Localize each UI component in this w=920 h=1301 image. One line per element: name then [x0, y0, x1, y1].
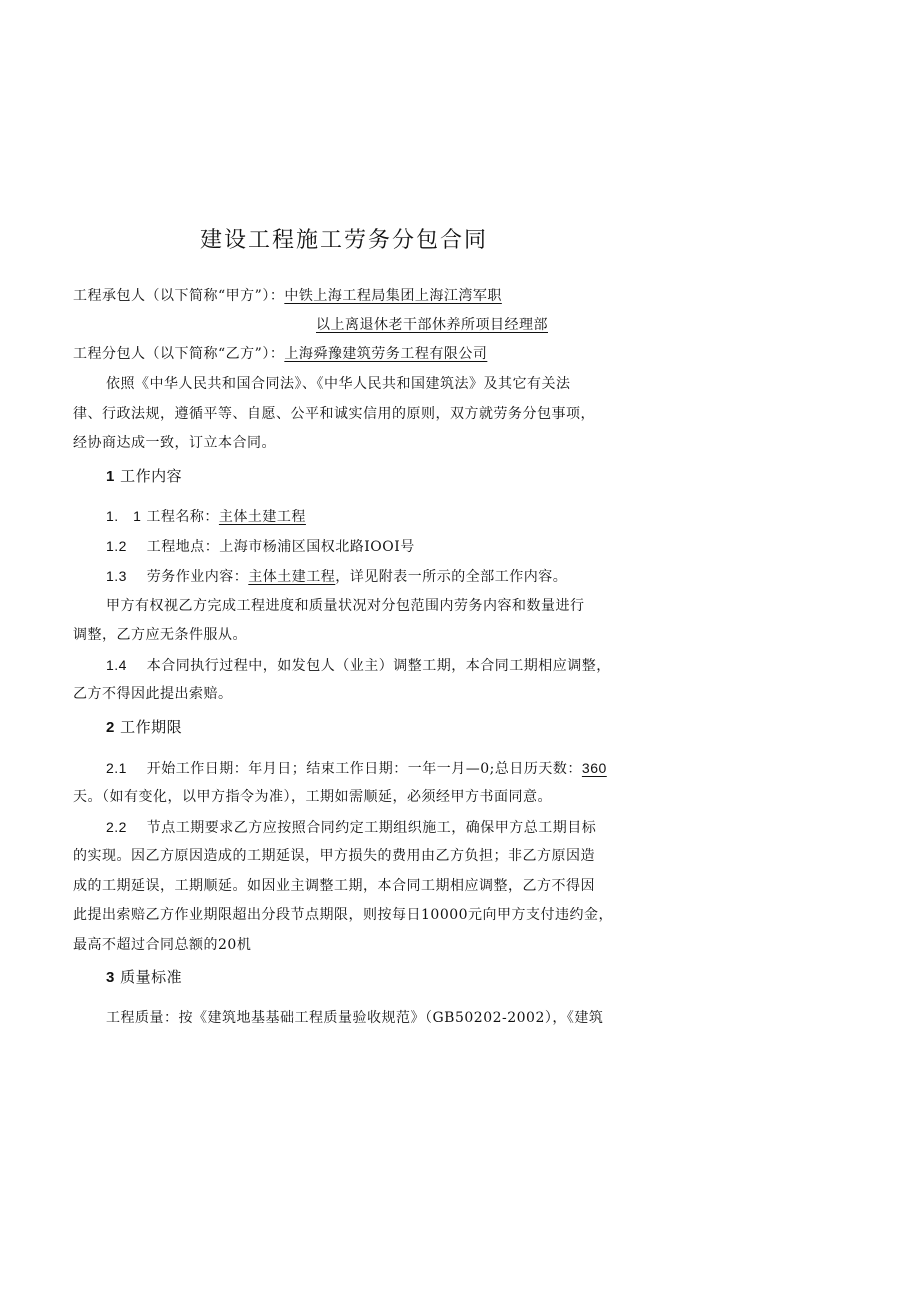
item-2-2-line-5: 最高不超过合同总额的20机	[73, 937, 252, 953]
item-1-4-line-1: 本合同执行过程中，如发包人（业主）调整工期，本合同工期相应调整，	[146, 658, 611, 674]
section-3-number: 3	[106, 969, 115, 986]
party-b-name: 上海舜豫建筑劳务工程有限公司	[284, 346, 488, 362]
item-1-1-value: 主体土建工程	[218, 509, 306, 525]
item-1-1-number: 1. 1	[106, 508, 142, 524]
document-title: 建设工程施工劳务分包合同	[200, 228, 489, 253]
item-1-2	[106, 536, 415, 557]
section-3-line-1: 工程质量：按《建筑地基基础工程质量验收规范》（GB50202-2002），《建筑	[106, 1010, 604, 1026]
item-1-2-number: 1.2	[106, 538, 127, 554]
section-1-number: 1	[106, 468, 115, 485]
section-2-number: 2	[106, 719, 115, 736]
item-2-2-line-3: 成的工期延误，工期顺延。如因业主调整工期，本合同工期相应调整，乙方不得因	[73, 878, 595, 894]
item-2-2	[106, 817, 596, 838]
item-1-3	[106, 566, 567, 587]
item-2-2-line-1: 节点工期要求乙方应按照合同约定工期组织施工，确保甲方总工期目标	[146, 820, 597, 836]
item-1-3-label: 劳务作业内容：	[146, 569, 249, 585]
item-1-4-number: 1.4	[106, 657, 127, 673]
intro-line-1: 依照《中华人民共和国合同法》、《中华人民共和国建筑法》及其它有关法	[106, 376, 571, 392]
section-3-heading	[106, 967, 182, 988]
party-b-line	[73, 344, 487, 364]
intro-line-3: 经协商达成一致，订立本合同。	[73, 435, 276, 451]
item-1-4	[106, 655, 611, 676]
intro-line-2: 律、行政法规，遵循平等、自愿、公平和诚实信用的原则，双方就劳务分包事项，	[73, 406, 595, 422]
item-1-3-number: 1.3	[106, 568, 127, 584]
party-b-label: 工程分包人（以下简称“乙方”）：	[73, 346, 285, 362]
item-2-1-line-2: 天。（如有变化，以甲方指令为准），工期如需顺延，必须经甲方书面同意。	[73, 789, 552, 805]
item-2-2-number: 2.2	[106, 819, 127, 835]
item-2-1-text: 开始工作日期：年月日；结束工作日期：一年一月—0;总日历天数：	[146, 761, 582, 777]
party-a-name-line1: 中铁上海工程局集团上海江湾军职	[284, 288, 502, 304]
section-1-title: 工作内容	[120, 467, 183, 485]
section-1-para-line-1: 甲方有权视乙方完成工程进度和质量状况对分包范围内劳务内容和数量进行	[106, 598, 585, 614]
item-1-2-text: 工程地点：上海市杨浦区国权北路IOOI号	[146, 539, 415, 555]
item-1-3-value: 主体土建工程	[248, 569, 336, 585]
item-1-4-line-2: 乙方不得因此提出索赔。	[73, 686, 233, 702]
party-a-name-line2: 以上离退休老干部休养所项目经理部	[316, 317, 548, 333]
section-1-para-line-2: 调整，乙方应无条件服从。	[73, 627, 247, 643]
section-2-title: 工作期限	[120, 718, 183, 736]
party-a-label: 工程承包人（以下简称“甲方”）：	[73, 288, 285, 304]
item-1-1	[106, 506, 306, 527]
section-2-heading	[106, 717, 182, 738]
section-1-heading	[106, 466, 182, 487]
item-2-2-line-2: 的实现。因乙方原因造成的工期延误，甲方损失的费用由乙方负担；非乙方原因造	[73, 848, 595, 864]
item-2-1-number: 2.1	[106, 760, 127, 776]
section-3-title: 质量标准	[120, 968, 183, 986]
item-2-1	[106, 758, 607, 779]
item-2-2-line-4: 此提出索赔乙方作业期限超出分段节点期限，则按每日10000元向甲方支付违约金，	[73, 907, 614, 923]
item-1-3-rest: ，详见附表一所示的全部工作内容。	[335, 569, 568, 585]
party-a-line	[73, 286, 502, 306]
item-1-1-label: 工程名称：	[146, 509, 219, 525]
item-2-1-days: 360	[581, 760, 607, 776]
